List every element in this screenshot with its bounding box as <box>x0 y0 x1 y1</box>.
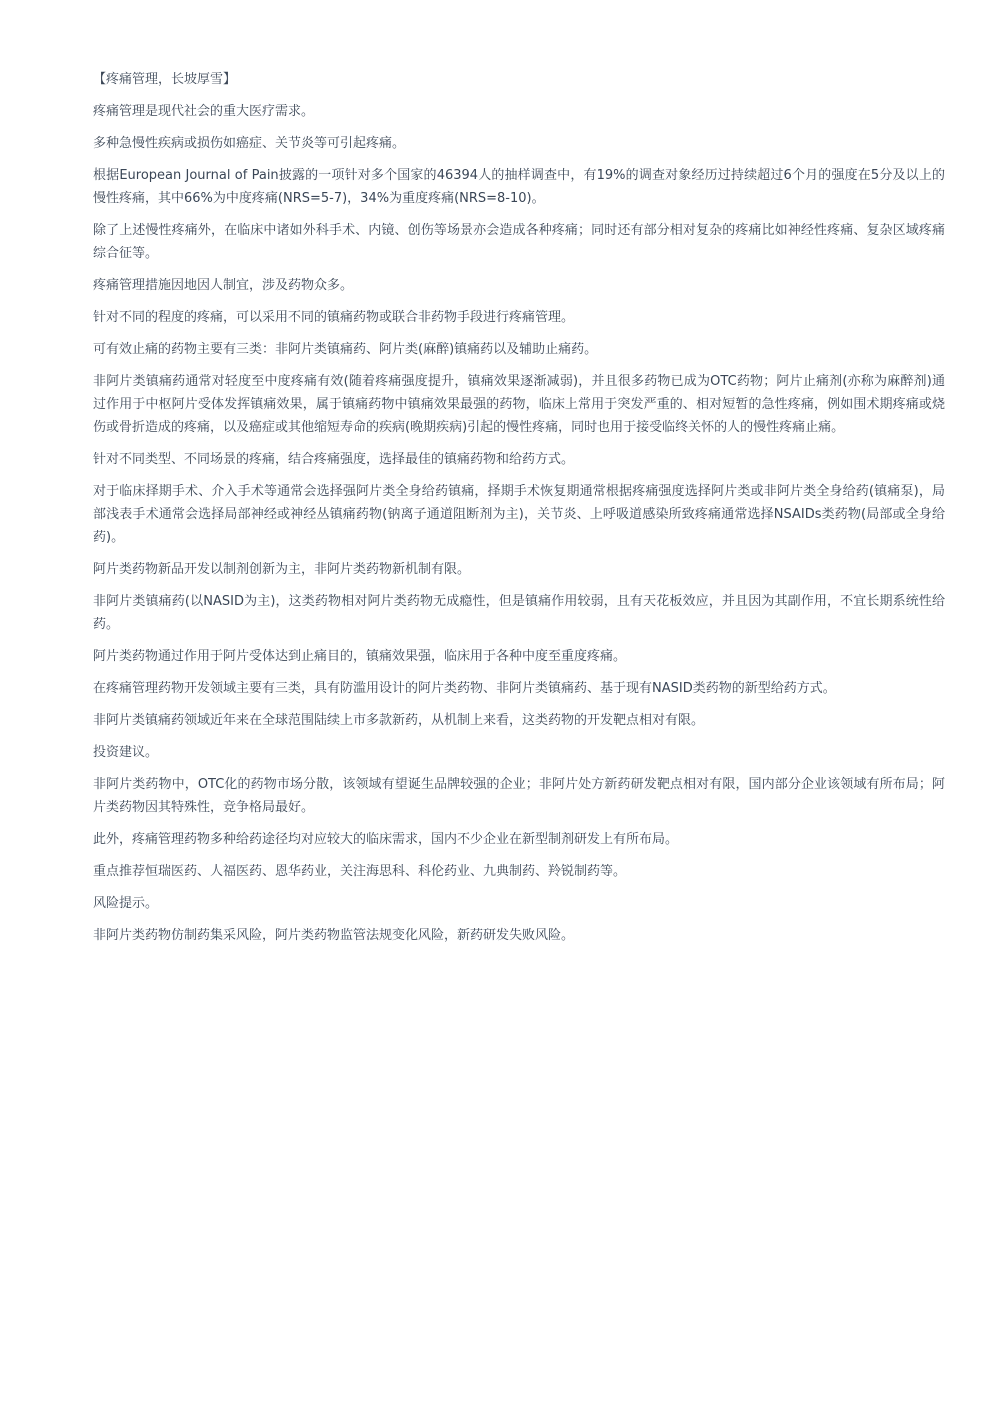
paragraph: 多种急慢性疾病或损伤如癌症、关节炎等可引起疼痛。 <box>93 136 406 151</box>
paragraph: 非阿片类镇痛药领域近年来在全球范围陆续上市多款新药，从机制上来看，这类药物的开发靶点相对有限。 <box>93 713 705 728</box>
paragraph: 在疼痛管理药物开发领域主要有三类，具有防滥用设计的阿片类药物、非阿片类镇痛药、基于现有NASID类药物的新型给药方式。 <box>93 681 836 696</box>
paragraph: 除了上述慢性疼痛外，在临床中诸如外科手术、内镜、创伤等场景亦会造成各种疼痛；同时还有部分相对复杂的疼痛比如神经性疼痛、复杂区域疼痛综合征等。 <box>93 223 945 261</box>
paragraph: 非阿片类镇痛药通常对轻度至中度疼痛有效(随着疼痛强度提升，镇痛效果逐渐减弱)，并且很多药物已成为OTC药物；阿片止痛剂(亦称为麻醉剂)通过作用于中枢阿片受体发挥镇痛效果，属于镇痛药物中镇痛效果最强的药物，临床上常用于突发严重的、相对短暂的急性疼痛，例如围术期疼痛或烧伤或骨折造成的疼痛，以及癌症或其他缩短寿命的疾病(晚期疾病)引起的慢性疼痛，同时也用于接受临终关怀的人的慢性疼痛止痛。 <box>93 374 945 435</box>
paragraph: 重点推荐恒瑞医药、人福医药、恩华药业，关注海思科、科伦药业、九典制药、羚锐制药等。 <box>93 864 627 879</box>
section-heading: 风险提示。 <box>93 896 159 911</box>
paragraph: 阿片类药物通过作用于阿片受体达到止痛目的，镇痛效果强，临床用于各种中度至重度疼痛。 <box>93 649 627 664</box>
paragraph: 根据European Journal of Pain披露的一项针对多个国家的46394人的抽样调查中，有19%的调查对象经历过持续超过6个月的强度在5分及以上的慢性疼痛，其中66%为中度疼痛(NRS=5-7)，34%为重度疼痛(NRS=8-10)。 <box>93 168 945 206</box>
paragraph: 非阿片类药物仿制药集采风险，阿片类药物监管法规变化风险，新药研发失败风险。 <box>93 928 575 943</box>
paragraph: 疼痛管理是现代社会的重大医疗需求。 <box>93 104 315 119</box>
document-title: 【疼痛管理，长坡厚雪】 <box>93 72 237 87</box>
paragraph: 可有效止痛的药物主要有三类：非阿片类镇痛药、阿片类(麻醉)镇痛药以及辅助止痛药。 <box>93 342 598 357</box>
paragraph: 非阿片类药物中，OTC化的药物市场分散，该领域有望诞生品牌较强的企业；非阿片处方新药研发靶点相对有限，国内部分企业该领域有所布局；阿片类药物因其特殊性，竞争格局最好。 <box>93 777 945 815</box>
paragraph: 非阿片类镇痛药(以NASID为主)，这类药物相对阿片类药物无成瘾性，但是镇痛作用较弱，且有天花板效应，并且因为其副作用，不宜长期系统性给药。 <box>93 594 945 632</box>
paragraph: 阿片类药物新品开发以制剂创新为主，非阿片类药物新机制有限。 <box>93 562 471 577</box>
paragraph: 此外，疼痛管理药物多种给药途径均对应较大的临床需求，国内不少企业在新型制剂研发上有所布局。 <box>93 832 679 847</box>
paragraph: 针对不同的程度的疼痛，可以采用不同的镇痛药物或联合非药物手段进行疼痛管理。 <box>93 310 575 325</box>
section-heading: 投资建议。 <box>93 745 159 760</box>
paragraph: 针对不同类型、不同场景的疼痛，结合疼痛强度，选择最佳的镇痛药物和给药方式。 <box>93 452 575 467</box>
document-body <box>93 68 945 956</box>
paragraph: 对于临床择期手术、介入手术等通常会选择强阿片类全身给药镇痛，择期手术恢复期通常根据疼痛强度选择阿片类或非阿片类全身给药(镇痛泵)，局部浅表手术通常会选择局部神经或神经丛镇痛药物(钠离子通道阻断剂为主)，关节炎、上呼吸道感染所致疼痛通常选择NSAIDs类药物(局部或全身给药)。 <box>93 484 945 545</box>
paragraph: 疼痛管理措施因地因人制宜，涉及药物众多。 <box>93 278 354 293</box>
